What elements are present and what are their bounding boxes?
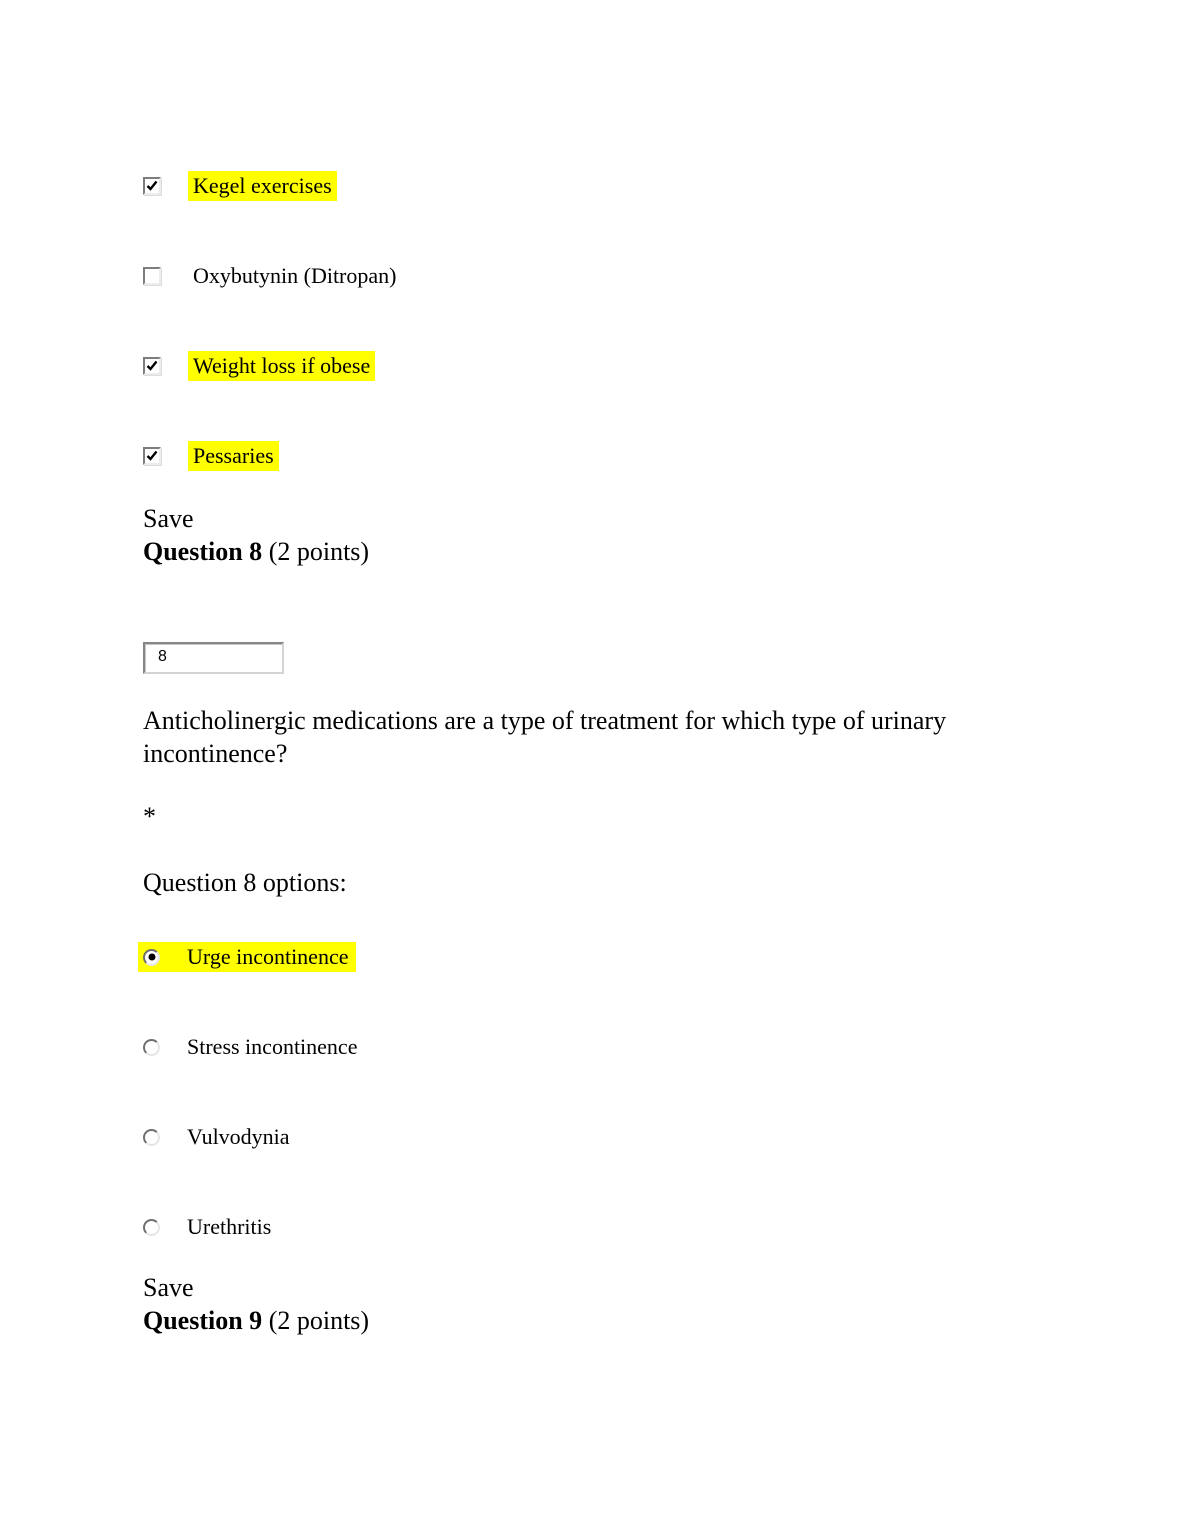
radio-option-label: Urethritis [187,1214,272,1239]
checkbox[interactable] [143,267,161,285]
checkbox-option-label: Oxybutynin (Ditropan) [193,263,397,288]
radio-option-group [143,943,1150,1241]
checkbox-option-label: Weight loss if obese [188,351,375,381]
question9-header-block [143,1271,1150,1337]
question9-points: (2 points) [262,1306,370,1335]
radio-button[interactable] [143,1129,160,1146]
radio-option-row [143,1123,1150,1151]
radio-button[interactable] [143,949,160,966]
save-button[interactable]: Save [143,1273,194,1302]
checkmark-icon [146,180,158,192]
radio-option-row [143,943,1150,971]
question8-options-label: Question 8 options: [143,868,347,897]
radio-option-wrap [138,1212,279,1242]
required-marker: * [143,802,156,831]
question-number-input[interactable] [143,642,284,674]
checkbox[interactable] [143,177,161,195]
radio-option-label: Vulvodynia [187,1124,290,1149]
question9-heading [143,1304,1150,1337]
question8-title: Question 8 [143,537,263,566]
checkbox-option-row [143,172,1150,200]
radio-option-label: Urge incontinence [187,944,349,969]
checkbox-option-row [143,352,1150,380]
radio-option-wrap [138,1032,365,1062]
checkbox-option-row [143,262,1150,290]
radio-option-row [143,1213,1150,1241]
checkbox-option-label: Kegel exercises [188,171,337,201]
radio-option-wrap [138,1122,298,1152]
checkbox-option-group [143,172,1150,470]
checkbox[interactable] [143,447,161,465]
question8-points: (2 points) [262,537,370,566]
checkmark-icon [146,360,158,372]
checkbox[interactable] [143,357,161,375]
radio-option-wrap [138,942,356,972]
radio-option-row [143,1033,1150,1061]
question8-text: Anticholinergic medications are a type of treatment for which type of urinary incontinence? [143,706,947,768]
radio-button[interactable] [143,1039,160,1056]
checkmark-icon [146,450,158,462]
question9-title: Question 9 [143,1306,263,1335]
radio-option-label: Stress incontinence [187,1034,358,1059]
radio-button[interactable] [143,1219,160,1236]
checkbox-option-label: Pessaries [188,441,279,471]
checkbox-option-row [143,442,1150,470]
question8-header-block [143,502,1150,568]
question8-heading [143,535,1150,568]
save-button[interactable]: Save [143,504,194,533]
